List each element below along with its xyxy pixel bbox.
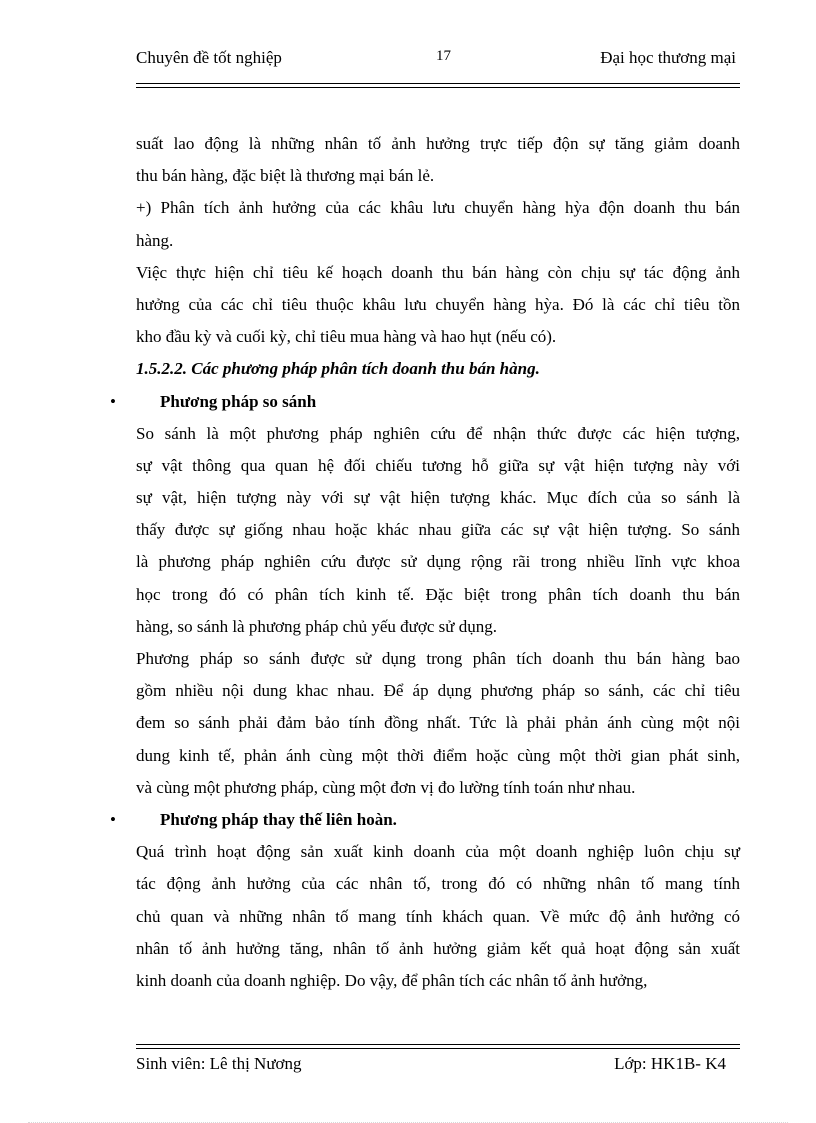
paragraph-line: Quá trình hoạt động sản xuất kinh doanh của một doanh nghiệp luôn chịu sự — [136, 842, 740, 862]
header-title: Chuyên đề tốt nghiệp — [136, 48, 282, 67]
paragraph-line: là phương pháp nghiên cứu được sử dụng rộng rãi trong nhiều lĩnh vực khoa — [136, 552, 740, 572]
footer-student: Sinh viên: Lê thị Nương — [136, 1054, 302, 1073]
paragraph-line: học trong đó có phân tích kinh tế. Đặc biệt trong phân tích doanh thu bán — [136, 584, 740, 604]
paragraph-line: nhân tố ảnh hưởng tăng, nhân tố ảnh hưởng giảm kết quả hoạt động sản xuất — [136, 938, 740, 958]
paragraph-line: So sánh là một phương pháp nghiên cứu để nhận thức được các hiện tượng, — [136, 423, 740, 443]
bullet-symbol: • — [110, 809, 116, 829]
paragraph-line: +) Phân tích ảnh hưởng của các khâu lưu chuyển hàng hỳa độn doanh thu bán — [136, 198, 740, 218]
bullet-heading — [110, 386, 740, 418]
header-institution: Đại học thương mại — [600, 48, 736, 67]
paragraph-line: thấy được sự giống nhau hoặc khác nhau giữa các sự vật hiện tượng. So sánh — [136, 520, 740, 540]
section-heading: 1.5.2.2. Các phương pháp phân tích doanh thu bán hàng. — [136, 359, 540, 379]
paragraph-line: hưởng của các chỉ tiêu thuộc khâu lưu chuyển hàng hỳa. Đó là các chỉ tiêu tồn — [136, 294, 740, 314]
header-rule — [136, 83, 740, 88]
page-body — [110, 128, 740, 997]
paragraph-line: đem so sánh phải đảm bảo tính đồng nhất. Tức là phải phản ánh cùng một nội — [136, 713, 740, 733]
paragraph-line: tác động ảnh hưởng của các nhân tố, trong đó có những nhân tố mang tính — [136, 874, 740, 894]
paragraph-line: chủ quan và những nhân tố mang tính khách quan. Về mức độ ảnh hưởng có — [136, 906, 740, 926]
page-header — [136, 48, 740, 72]
bullet-title: Phương pháp thay thế liên hoàn. — [160, 809, 397, 829]
paragraph-line: dung kinh tế, phản ánh cùng một thời điểm hoặc cùng một thời gian phát sinh, — [136, 745, 740, 765]
paragraph-line: kinh doanh của doanh nghiệp. Do vậy, để phân tích các nhân tố ảnh hưởng, — [136, 970, 648, 990]
paragraph-line: suất lao động là những nhân tố ảnh hưởng trực tiếp độn sự tăng giảm doanh — [136, 134, 740, 153]
paragraph-line: hàng. — [136, 230, 174, 250]
paragraph-line: Việc thực hiện chỉ tiêu kế hoạch doanh thu bán hàng còn chịu sự tác động ảnh — [136, 262, 740, 282]
page-number: 17 — [436, 48, 451, 64]
bullet-title: Phương pháp so sánh — [160, 391, 317, 411]
paragraph-line: thu bán hàng, đặc biệt là thương mại bán lẻ. — [136, 166, 435, 186]
paragraph-line: Phương pháp so sánh được sử dụng trong phân tích doanh thu bán hàng bao — [136, 649, 740, 668]
paragraph-line: kho đầu kỳ và cuối kỳ, chỉ tiêu mua hàng và hao hụt (nếu có). — [136, 327, 557, 347]
bullet-heading — [110, 804, 740, 836]
bullet-symbol: • — [110, 391, 116, 411]
paragraph-line: sự vật thông qua quan hệ đối chiếu tương hỗ giữa sự vật hiện tượng này với — [136, 455, 740, 475]
paragraph-line: và cùng một phương pháp, cùng một đơn vị đo lường tính toán như nhau. — [136, 777, 636, 797]
paragraph-line: sự vật, hiện tượng này với sự vật hiện tượng khác. Mục đích của so sánh là — [136, 488, 740, 508]
footer-rule — [136, 1044, 740, 1049]
footer-class: Lớp: HK1B- K4 — [614, 1054, 726, 1073]
paragraph-line: gồm nhiều nội dung khac nhau. Để áp dụng phương pháp so sánh, các chỉ tiêu — [136, 681, 740, 701]
paragraph-line: hàng, so sánh là phương pháp chủ yếu được sử dụng. — [136, 616, 498, 636]
page-footer — [136, 1054, 740, 1078]
